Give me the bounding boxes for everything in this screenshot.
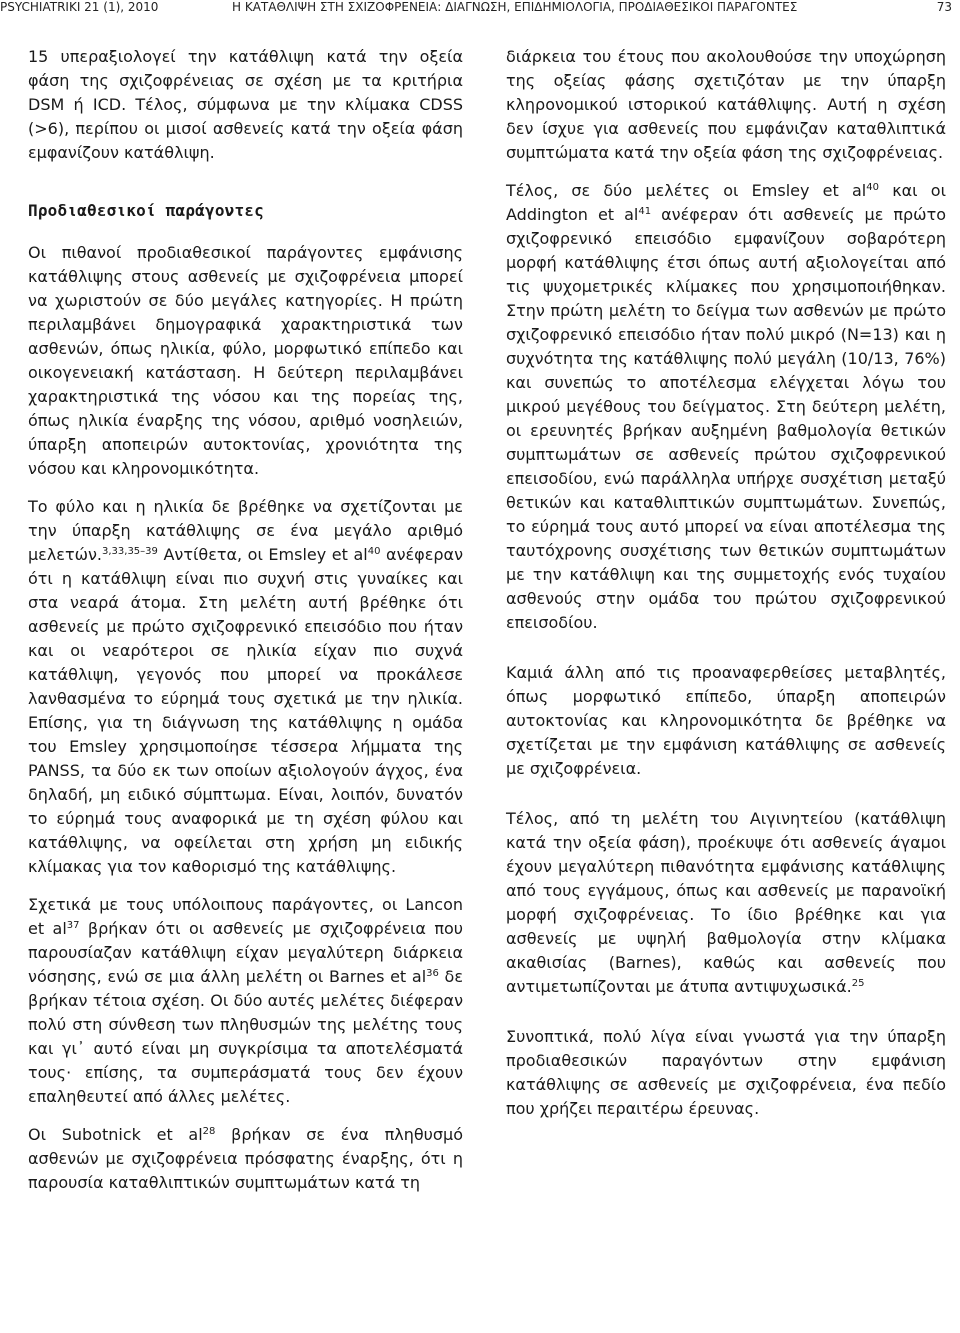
left-column [28,45,463,1195]
citation-superscript: 3,33,35–39 [102,546,158,557]
citation-superscript: 36 [426,968,439,979]
paragraph: Τέλος, από τη μελέτη του Αιγινητείου (κατάθλιψη κατά την οξεία φάση), προέκυψε ότι ασθενείς άγαμοι έχουν μεγαλύτερη πιθανότητα εμφάνισης κατάθλιψης από τους εγγάμους, όπως και ασθενείς με παρανοϊκή μορφή σχιζοφρένειας. Το ίδιο βρέθηκε και για ασθενείς με υψηλή βαθμολογία στην κλίμακα ακαθισίας (Barnes), καθώς και ασθενείς που αντιμετωπίζονται με άτυπα αντιψυχωσικά.$^{25}$ [506,809,946,996]
citation-superscript: 40 [866,182,879,193]
journal-citation: PSYCHIATRIKI 21 (1), 2010 [0,0,159,14]
right-column [506,45,946,1121]
paragraph: Συνοπτικά, πολύ λίγα είναι γνωστά για την ύπαρξη προδιαθεσικών παραγόντων στην εμφάνιση κατάθλιψης σε ασθενείς με σχιζοφρένεια, ένα πεδίο που χρήζει περαιτέρω έρευνας. [506,1027,946,1118]
paragraph: Καμιά άλλη από τις προαναφερθείσες μεταβλητές, όπως μορφωτικό επίπεδο, ύπαρξη αποπειρών αυτοκτονίας και κληρονομικότητα δε βρέθηκε να σχετίζεται με την εμφάνιση κατάθλιψης σε ασθενείς με σχιζοφρένεια. [506,663,946,778]
paragraph: Οι πιθανοί προδιαθεσικοί παράγοντες εμφάνισης κατάθλιψης στους ασθενείς με σχιζοφρένεια μπορεί να χωριστούν σε δύο μεγάλες κατηγορίες. Η πρώτη περιλαμβάνει δημογραφικά χαρακτηριστικά των ασθενών, όπως ηλικία, φύλο, μορφωτικό επίπεδο και οικογενειακή κατάσταση. Η δεύτερη περιλαμβάνει χαρακτηριστικά της νόσου και της πορείας της, όπως ηλικία έναρξης της νόσου, αριθμό νοσηλειών, ύπαρξη αποπειρών αυτοκτονίας, χρονιότητα της νόσου και κληρονομικότητα. [28,243,463,478]
running-header [0,0,960,17]
citation-superscript: 25 [851,978,865,989]
paragraph: Τέλος, σε δύο μελέτες οι Emsley et $al^{40}$ και οι Addington et $al^{41}$ ανέφεραν ότι ασθενείς με πρώτο σχιζοφρενικό επεισόδιο εμφανίζουν σοβαρότερη μορφή κατάθλιψης έτσι όπως αυτή αξιολογείται από τις ψυχομετρικές κλίμακες που χρησιμοποιήθηκαν. Στην πρώτη μελέτη το δείγμα των ασθενών με πρώτο σχιζοφρενικό επεισόδιο ήταν πολύ μικρό (N=13) και η συχνότητα της κατάθλιψης πολύ μεγάλη (10/13, 76%) και συνεπώς το αποτέλεσμα ελέγχεται λόγω του μικρού μεγέθους του δείγματος. Στη δεύτερη μελέτη, οι ερευνητές βρήκαν αυξημένη βαθμολογία θετικών συμπτωμάτων σε ασθενείς πρώτου σχιζοφρενικού επεισοδίου, ενώ παράλληλα υπήρχε συσχέτιση μεταξύ θετικών και καταθλιπτικών συμπτωμάτων. Συνεπώς, το εύρημά τους αυτό μπορεί να είναι αποτέλεσμα της ταυτόχρονης συσχέτισης των θετικών συμπτωμάτων με την κατάθλιψη και της συμμετοχής ενός τυχαίου ασθενούς στην ομάδα του πρώτου σχιζοφρενικού επεισοδίου. [506,181,947,632]
citation-superscript: 28 [202,1126,216,1137]
paragraph: Το φύλο και η ηλικία δε βρέθηκε να σχετίζονται με την ύπαρξη κατάθλιψης σε ένα μεγάλο αριθμό μελετών.$^{3,33,35-39}$ Αντίθετα, οι Emsley et $al^{40}$ ανέφεραν ότι η κατάθλιψη είναι πιο συχνή στις γυναίκες και στα νεαρά άτομα. Στη μελέτη αυτή βρέθηκε ότι ασθενείς με πρώτο σχιζοφρενικό επεισόδιο που ήταν και οι νεαρότεροι σε ηλικία είχαν πιο συχνά κατάθλιψη, γεγονός που μπορεί να προκάλεσε λανθασμένα το εύρημά τους σχετικά με την ηλικία. Επίσης, για τη διάγνωση της κατάθλιψης η ομάδα του Emsley χρησιμοποίησε τέσσερα λήμματα της PANSS, τα δύο εκ των οποίων αξιολογούν άγχος, ένα δηλαδή, μη ειδικό σύμπτωμα. Είναι, λοιπόν, δυνατόν το εύρημά τους αναφορικά με τη σχέση φύλου και κατάθλιψης, να οφείλεται στη χρήση μη ειδικής κλίμακας για τον καθορισμό της κατάθλιψης. [28,497,464,876]
page-number: 73 [936,0,952,14]
running-title: Η ΚΑΤΑΘΛΙΨΗ ΣΤΗ ΣΧΙΖΟΦΡΕΝΕΙΑ: ΔΙΑΓΝΩΣΗ, ΕΠΙΔΗΜΙΟΛΟΓΙΑ, ΠΡΟΔΙΑΘΕΣΙΚΟΙ ΠΑΡΑΓΟΝΤΕΣ [232,0,798,14]
citation-superscript: 37 [66,920,80,931]
paragraph: 15 υπεραξιολογεί την κατάθλιψη κατά την οξεία φάση της σχιζοφρένειας σε σχέση με τα κριτήρια DSM ή ICD. Τέλος, σύμφωνα με την κλίμακα CDSS (>6), περίπου οι μισοί ασθενείς κατά την οξεία φάση εμφανίζουν κατάθλιψη. [28,47,463,162]
paragraph: διάρκεια του έτους που ακολουθούσε την υποχώρηση της οξείας φάσης σχετιζόταν με την ύπαρξη κληρονομικού ιστορικού κατάθλιψης. Αυτή η σχέση δεν ίσχυε για ασθενείς που εμφάνιζαν καταθλιπτικά συμπτώματα κατά την οξεία φάση της σχιζοφρένειας. [506,47,946,162]
citation-superscript: 41 [638,206,652,217]
paragraph: Οι Subotnick et $al^{28}$ βρήκαν σε ένα πληθυσμό ασθενών με σχιζοφρένεια πρόσφατης έναρξης, ότι η παρουσία καταθλιπτικών συμπτωμάτων κατά τη [28,1125,463,1192]
citation-superscript: 40 [367,546,381,557]
paragraph: Σχετικά με τους υπόλοιπους παράγοντες, οι Lancon et $al^{37}$ βρήκαν ότι οι ασθενείς με σχιζοφρένεια που παρουσίαζαν κατάθλιψη είχαν μεγαλύτερη διάρκεια νόσησης, ενώ σε μια άλλη μελέτη οι Barnes et $al^{36}$ δε βρήκαν τέτοια σχέση. Οι δύο αυτές μελέτες διέφεραν πολύ στη σύνθεση των πληθυσμών της μελέτης τους και γι᾽ αυτό είναι μη συγκρίσιμα τα αποτελέσματά τους· επίσης, τα συμπεράσματά τους δεν έχουν επαληθευτεί από άλλες μελέτες. [28,895,464,1106]
section-heading: Προδιαθεσικοί παράγοντες [28,201,264,220]
